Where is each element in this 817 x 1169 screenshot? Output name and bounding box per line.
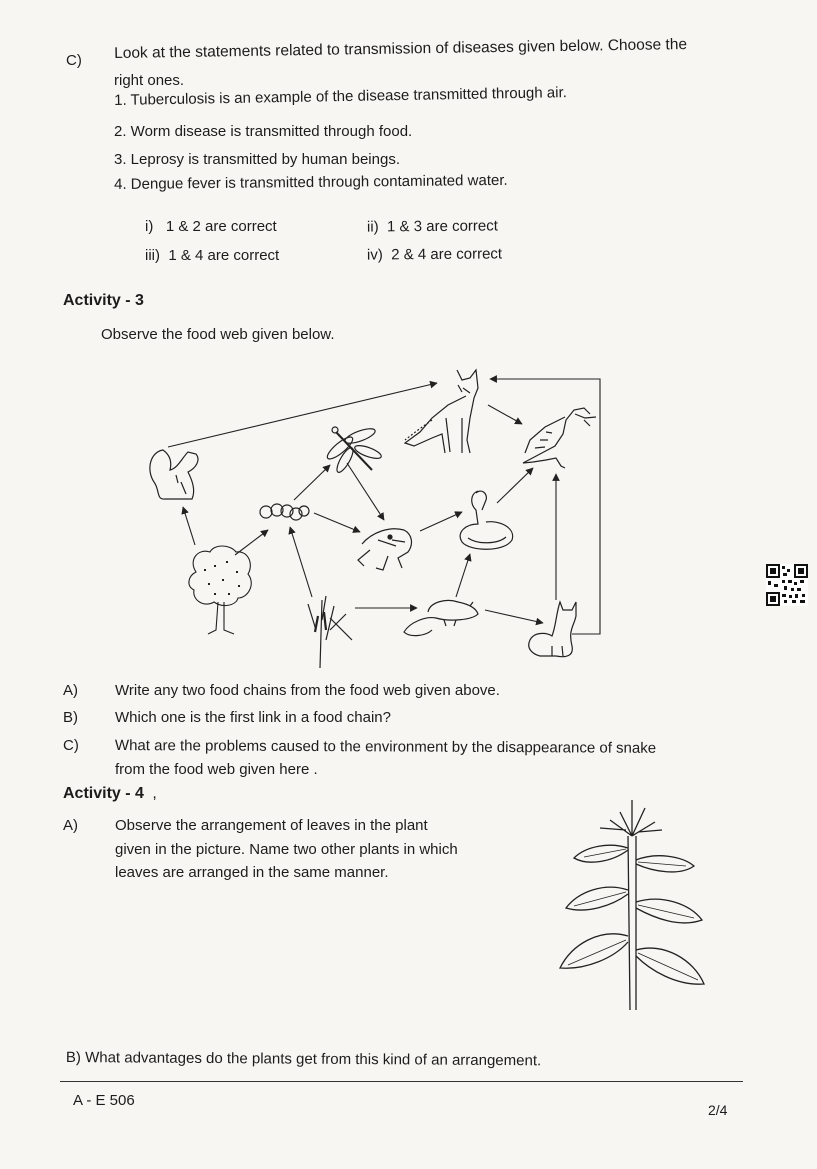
arrow-dragonfly-frog <box>347 463 384 520</box>
dragonfly-icon <box>325 426 383 475</box>
leaf-left-1 <box>574 845 628 862</box>
a3-question-c-text-cont: from the food web given here . <box>115 761 318 778</box>
arrow-frog-snake <box>420 512 462 531</box>
a4-question-a-line2: given in the picture. Name two other plants in which <box>115 841 458 858</box>
arrow-cat-fox <box>490 379 600 634</box>
a3-question-c-text: What are the problems caused to the environment by the disappearance of snake <box>114 737 657 757</box>
activity-3-instruction: Observe the food web given below. <box>101 326 335 343</box>
leaf-right-3 <box>636 948 704 984</box>
frog-icon <box>358 529 411 570</box>
leaf-left-3 <box>560 934 628 968</box>
fox-icon <box>405 370 478 453</box>
a3-question-b-marker: B) <box>63 709 78 726</box>
arrow-rat-snake <box>456 554 470 597</box>
arrow-caterpillar-dragonfly <box>294 465 330 500</box>
statement-4: 4. Dengue fever is transmitted through contaminated water. <box>114 171 508 193</box>
caterpillar-icon <box>260 504 309 520</box>
a4-question-a-line3: leaves are arranged in the same manner. <box>115 864 389 881</box>
leaf-right-2 <box>636 899 702 923</box>
statement-3: 3. Leprosy is transmitted by human beings. <box>114 151 400 168</box>
statement-1: 1. Tuberculosis is an example of the disease transmitted through air. <box>114 84 567 109</box>
option-iii: iii) 1 & 4 are correct <box>145 247 280 264</box>
a4-question-a-marker: A) <box>63 817 78 834</box>
option-iv: iv) 2 & 4 are correct <box>366 245 503 264</box>
activity-4-title-text: Activity - 4 <box>63 785 144 802</box>
question-c-stem: Look at the statements related to transmission of diseases given below. Choose the <box>114 35 688 62</box>
activity-4-title <box>63 785 157 803</box>
arrow-snake-eagle <box>497 468 533 503</box>
option-ii: ii) 1 & 3 are correct <box>366 217 498 236</box>
statement-2: 2. Worm disease is transmitted through food. <box>114 123 413 140</box>
question-c-marker: C) <box>66 52 82 69</box>
a3-question-a-text: Write any two food chains from the food web given above. <box>115 682 500 699</box>
arrow-squirrel-fox <box>168 383 437 447</box>
a3-question-c-marker: C) <box>63 737 79 754</box>
snake-icon <box>460 491 512 549</box>
exam-code: A - E 506 <box>73 1092 135 1109</box>
arrow-tree-squirrel <box>183 507 195 545</box>
arrow-tree-caterpillar <box>235 530 268 555</box>
grass-icon <box>308 596 352 668</box>
a3-question-a-marker: A) <box>63 682 78 699</box>
arrow-fox-eagle <box>488 405 522 424</box>
arrow-rat-cat <box>485 610 543 623</box>
eagle-icon <box>523 408 596 468</box>
question-c-stem-cont: right ones. <box>114 72 185 89</box>
leaf-right-1 <box>636 856 694 872</box>
footer-divider <box>60 1081 743 1082</box>
plant-bud-icon <box>600 800 662 836</box>
page-number: 2/4 <box>708 1102 728 1118</box>
squirrel-icon <box>150 450 198 499</box>
cat-icon <box>529 602 576 657</box>
a4-question-b: B) What advantages do the plants get from this kind of an arrangement. <box>65 1049 542 1070</box>
activity-3-title: Activity - 3 <box>63 292 144 309</box>
arrow-grass-caterpillar <box>290 527 312 597</box>
a4-question-a-line1: Observe the arrangement of leaves in the plant <box>115 817 428 834</box>
option-i: i) 1 & 2 are correct <box>145 218 277 235</box>
rat-icon <box>404 600 478 635</box>
arrow-caterpillar-frog <box>314 513 360 532</box>
plant-stem <box>628 836 636 1010</box>
tree-icon <box>189 546 251 634</box>
leaf-left-2 <box>566 887 628 910</box>
a3-question-b-text: Which one is the first link in a food chain? <box>115 709 391 726</box>
qr-code-icon <box>766 564 808 606</box>
activity-4-title-mark: , <box>152 785 157 802</box>
